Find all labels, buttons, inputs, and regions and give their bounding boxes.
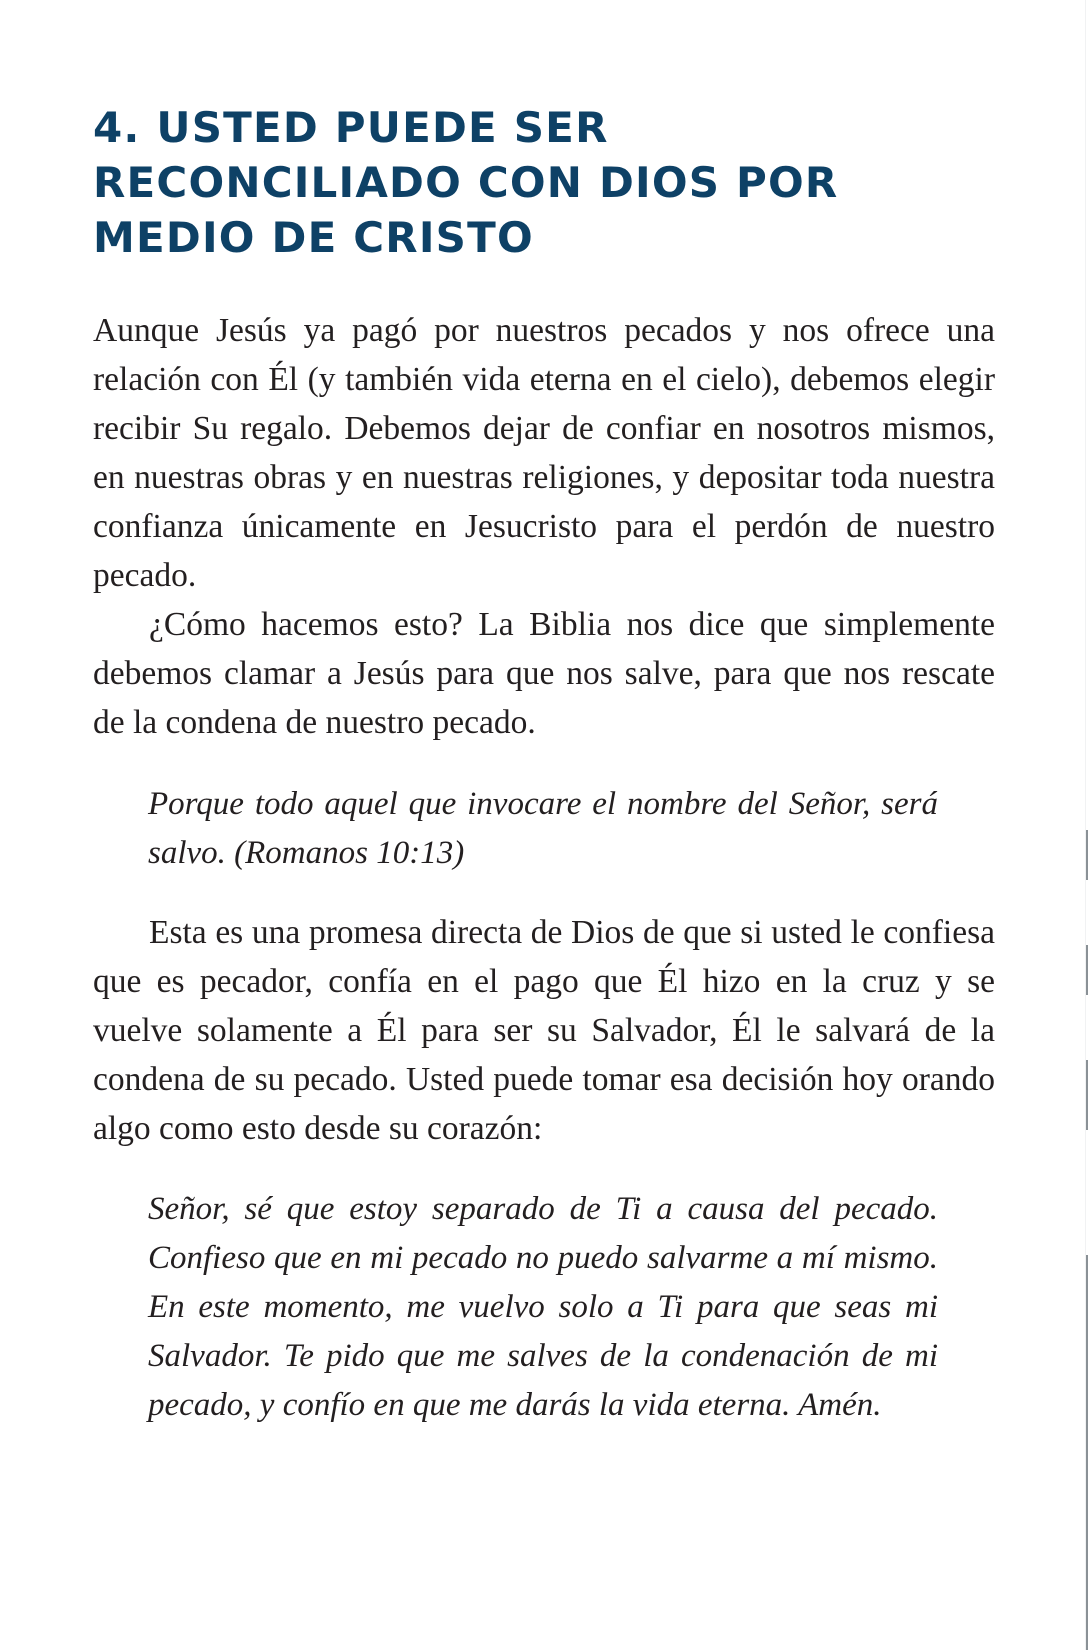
section-heading: 4. USTED PUEDE SER RECONCILIADO CON DIOS POR MEDIO DE CRISTO bbox=[93, 103, 839, 262]
body-paragraph-1: Aunque Jesús ya pagó por nuestros pecados y nos ofrece una relación con Él (y también vida eterna en el cielo), debemos elegir recibir Su regalo. Debemos dejar de confiar en nosotros mismos, en nuestras obras y en nuestras religiones, y depositar toda nuestra confianza únicamente en Jesucristo para el perdón de nuestro pecado. bbox=[93, 312, 995, 594]
body-paragraph-3: Esta es una promesa directa de Dios de que si usted le confiesa que es pecador, confía en el pago que Él hizo en la cruz y se vuelve solamente a Él para ser su Salvador, Él le salvará de la condena de su pecado. Usted puede tomar esa decisión hoy orando algo como esto desde su corazón: bbox=[93, 914, 995, 1147]
body-paragraph-2: ¿Cómo hacemos esto? La Biblia nos dice que simplemente debemos clamar a Jesús para que nos salve, para que nos rescate de la condena de nuestro pecado. bbox=[93, 606, 995, 741]
prayer-quote: Señor, sé que estoy separado de Ti a causa del pecado. Confieso que en mi pecado no puedo salvarme a mí mismo. En este momento, me vuelvo solo a Ti para que seas mi Salvador. Te pido que me salves de la condenación de mi pecado, y confío en que me darás la vida eterna. Amén. bbox=[148, 1191, 938, 1423]
scripture-quote: Porque todo aquel que invocare el nombre del Señor, será salvo. (Romanos 10:13) bbox=[148, 786, 938, 871]
